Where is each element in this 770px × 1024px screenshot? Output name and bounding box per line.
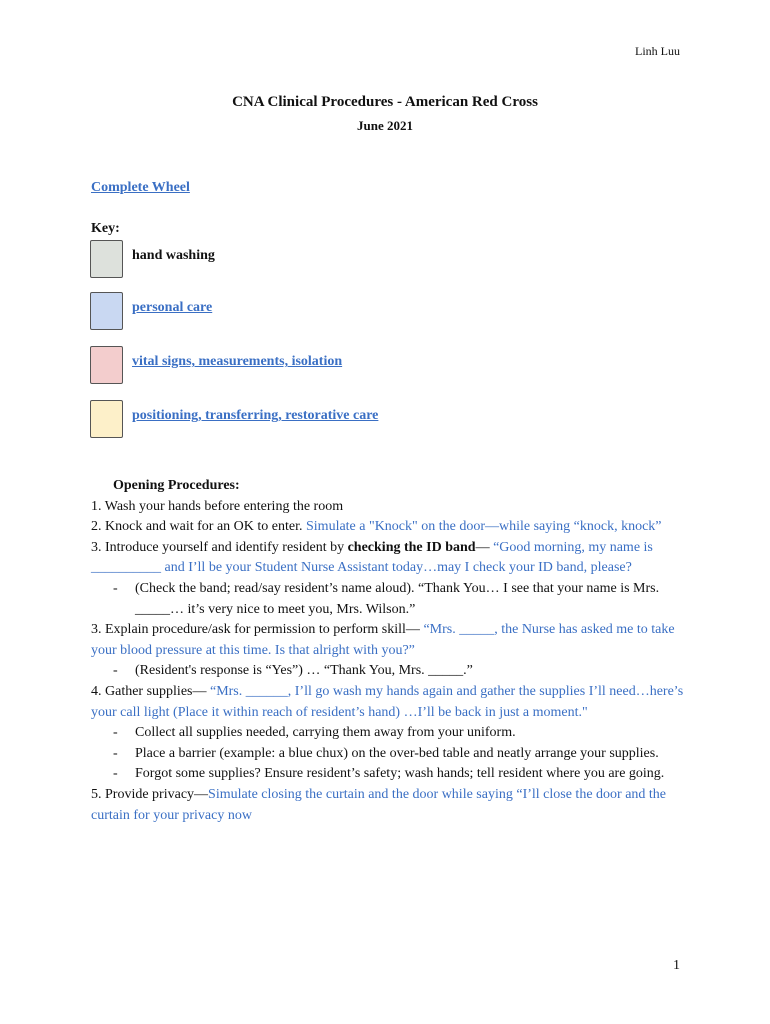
step-3-dash: —	[475, 539, 494, 555]
step-3b-bullets	[91, 661, 691, 682]
step-4	[91, 682, 691, 723]
step-4-bullet: - Collect all supplies needed, carrying them away from your uniform.	[91, 723, 691, 744]
step-4-text: 4. Gather supplies—	[91, 683, 210, 699]
step-3b-text: 3. Explain procedure/ask for permission to perform skill—	[91, 622, 424, 638]
document-title: CNA Clinical Procedures - American Red Cross	[232, 94, 538, 110]
step-2-text: 2. Knock and wait for an OK to enter.	[91, 519, 306, 535]
step-3-bullets	[91, 579, 691, 620]
key-text-hand-washing: hand washing	[132, 248, 215, 263]
step-2-script: Simulate a "Knock" on the door—while saying “knock, knock”	[306, 519, 662, 535]
step-5	[91, 785, 691, 826]
step-3b	[91, 620, 691, 661]
opening-procedures-section	[91, 476, 691, 826]
complete-wheel-link[interactable]: Complete Wheel	[91, 180, 190, 195]
positioning-link[interactable]: positioning, transferring, restorative care	[132, 408, 379, 423]
step-5-text: 5. Provide privacy—	[91, 786, 209, 802]
step-5-script: Simulate closing the curtain and the door while saying “I’ll close the door and the curtain for your privacy now	[91, 786, 667, 823]
step-3b-script: “Mrs. _____, the Nurse has asked me to take your blood pressure at this time. Is that alright with you?”	[91, 622, 675, 658]
key-label: Key:	[91, 221, 120, 236]
step-4-bullet: - Place a barrier (example: a blue chux) on the over-bed table and neatly arrange your supplies.	[91, 744, 691, 765]
step-3	[91, 538, 691, 579]
step-4-bullet: - Forgot some supplies? Ensure resident’s safety; wash hands; tell resident where you are going.	[91, 764, 691, 785]
step-3-text: 3. Introduce yourself and identify resident by	[91, 539, 348, 555]
opening-procedures-heading: Opening Procedures:	[113, 478, 240, 493]
step-3-bold: checking the ID band	[347, 539, 476, 555]
vital-signs-link[interactable]: vital signs, measurements, isolation	[132, 354, 343, 369]
step-4-script: “Mrs. ______, I’ll go wash my hands again and gather the supplies I’ll need…here’s your call light (Place it within reach of resident’s hand) …I’ll be back in just a moment."	[91, 683, 684, 720]
step-3-bullet: - (Check the band; read/say resident’s name aloud). “Thank You… I see that your name is Mrs. _____… it’s very nice to meet you, Mrs. Wilson.”	[91, 579, 691, 620]
key-swatch-red	[90, 346, 123, 384]
key-swatch-blue	[90, 292, 123, 330]
document-date: June 2021	[357, 118, 413, 133]
author-header: Linh Luu	[635, 44, 680, 58]
personal-care-link[interactable]: personal care	[132, 300, 213, 315]
step-3b-bullet: - (Resident's response is “Yes”) … “Thank You, Mrs. _____.”	[91, 661, 691, 682]
key-swatch-yellow	[90, 400, 123, 438]
step-3-script: “Good morning, my name is __________ and I’ll be your Student Nurse Assistant today…may I check your ID band, please?	[91, 539, 653, 576]
page-number: 1	[673, 958, 680, 973]
step-1: 1. Wash your hands before entering the room	[91, 498, 344, 514]
key-swatch-gray	[90, 240, 123, 278]
step-2	[91, 517, 691, 538]
step-4-bullets	[91, 723, 691, 785]
